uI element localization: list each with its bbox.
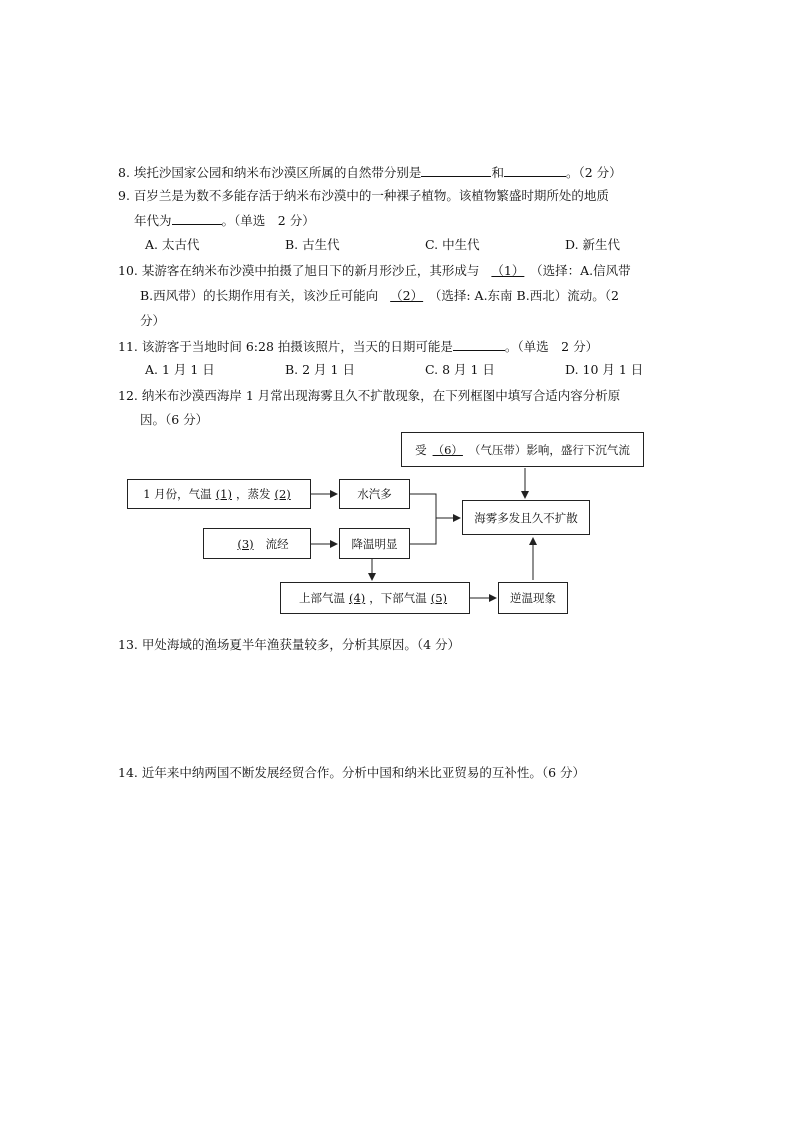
box-water-vapor: 水汽多 (339, 479, 410, 509)
question-number: 10. (118, 263, 138, 278)
answer-blank[interactable]: (3) (237, 536, 254, 551)
question-text: 年代为 (134, 213, 172, 228)
box-text: 受 (415, 442, 427, 457)
box-inversion: 逆温现象 (498, 582, 568, 614)
option-b[interactable]: B. 古生代 (285, 237, 340, 252)
question-text: 。（2 分） (565, 165, 622, 180)
question-14 (118, 765, 585, 781)
option-b[interactable]: B. 2 月 1 日 (285, 362, 355, 377)
option-a[interactable]: A. 太古代 (145, 237, 200, 252)
box-january (127, 479, 311, 509)
option-a[interactable]: A. 1 月 1 日 (145, 362, 215, 377)
option-d[interactable]: D. 新生代 (565, 237, 621, 252)
answer-blank[interactable]: (2) (274, 487, 291, 501)
box-cooling: 降温明显 (339, 528, 410, 559)
box-text: 流经 (265, 536, 289, 551)
box-text: ，下部气温 (369, 591, 427, 605)
box-sea-fog: 海雾多发且久不扩散 (462, 500, 590, 535)
box-text: ，蒸发 (235, 487, 271, 501)
question-text: 。（单选 2 分） (504, 339, 599, 354)
question-text: 近年来中纳两国不断发展经贸合作。分析中国和纳米比亚贸易的互补性。（6 分） (141, 765, 586, 780)
question-text: 纳米布沙漠西海岸 1 月常出现海雾且久不扩散现象，在下列框图中填写合适内容分析原 (141, 388, 621, 403)
box-temperature (280, 582, 470, 614)
box-text: 1 月份，气温 (143, 487, 212, 501)
question-text: 该游客于当地时间 6:28 拍摄该照片，当天的日期可能是 (141, 339, 453, 354)
question-13 (118, 637, 460, 653)
question-text: 和 (491, 165, 504, 180)
box-ocean-current (203, 528, 311, 559)
question-number: 14. (118, 765, 138, 780)
answer-blank[interactable]: （2） (390, 288, 424, 303)
question-text: 某游客在纳米布沙漠中拍摄了旭日下的新月形沙丘，其形成与 (141, 263, 480, 278)
question-number: 9. (118, 188, 130, 203)
answer-blank[interactable]: （6） (432, 442, 463, 457)
arrow-merge-to-fog (410, 494, 436, 544)
answer-blank[interactable]: (4) (348, 591, 366, 605)
option-c[interactable]: C. 中生代 (425, 237, 480, 252)
question-text: 百岁兰是为数不多能存活于纳米布沙漠中的一种裸子植物。该植物繁盛时期所处的地质 (133, 188, 609, 203)
question-text: 甲处海域的渔场夏半年渔获量较多，分析其原因。（4 分） (141, 637, 461, 652)
question-10-line-3: 分） (140, 313, 166, 328)
answer-blank[interactable]: (5) (430, 591, 448, 605)
question-number: 12. (118, 388, 138, 403)
box-subsidence (401, 432, 644, 467)
question-text: B.西风带）的长期作用有关，该沙丘可能向 (140, 288, 379, 303)
question-12-line-2: 因。（6 分） (140, 412, 209, 427)
answer-blank[interactable]: （1） (491, 263, 525, 278)
question-number: 8. (118, 165, 130, 180)
question-text: 埃托沙国家公园和纳米布沙漠区所属的自然带分别是 (133, 165, 422, 180)
question-text: （选择: A.东南 B.西北）流动。（2 (435, 288, 619, 303)
box-text: （气压带）影响，盛行下沉气流 (468, 442, 630, 457)
option-d[interactable]: D. 10 月 1 日 (565, 362, 644, 377)
question-number: 13. (118, 637, 138, 652)
option-c[interactable]: C. 8 月 1 日 (425, 362, 495, 377)
box-text: 上部气温 (298, 591, 345, 605)
question-number: 11. (118, 339, 138, 354)
question-text: 。（单选 2 分） (221, 213, 315, 228)
answer-blank[interactable]: (1) (215, 487, 232, 501)
question-text: （选择：A.信风带 (536, 263, 631, 278)
